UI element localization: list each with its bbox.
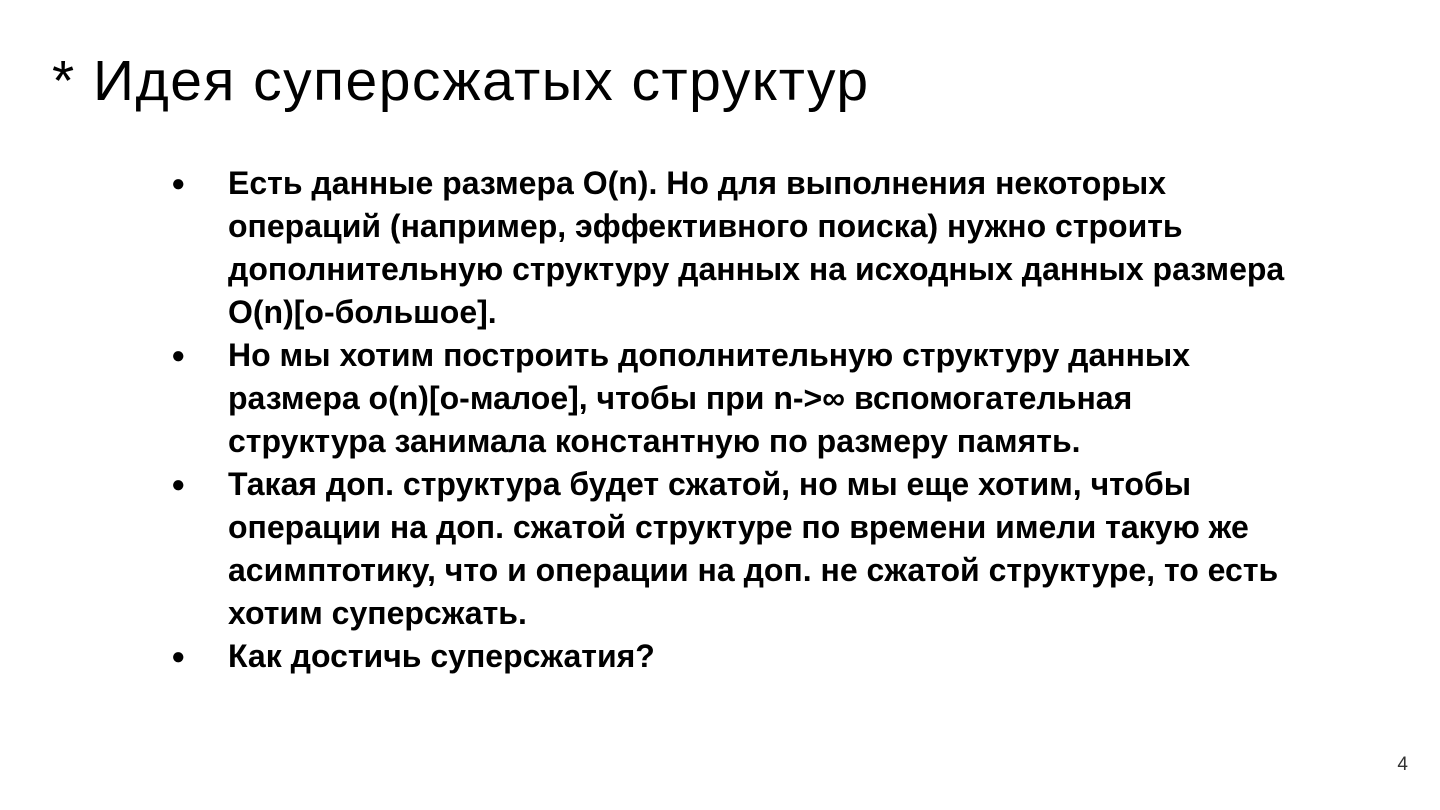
bullet-dot-icon: ● <box>171 643 186 670</box>
slide-title: * Идея суперсжатых структур <box>52 49 870 113</box>
bullet-item <box>171 463 1288 635</box>
bullet-item <box>171 334 1288 463</box>
page-number: 4 <box>1397 754 1408 775</box>
bullet-dot-icon: ● <box>171 342 186 369</box>
bullet-dot-icon: ● <box>171 471 186 498</box>
bullet-text: Как достичь суперсжатия? <box>228 638 655 674</box>
bullet-text: Есть данные размера O(n). Но для выполнения некоторых операций (например, эффективного поиска) нужно строить дополнительную структуру данных на исходных данных размера O(n)[o-большое]. <box>228 165 1285 330</box>
bullet-item <box>171 162 1288 334</box>
bullet-item <box>171 635 1288 678</box>
bullet-list <box>171 162 1288 678</box>
bullet-dot-icon: ● <box>171 170 186 197</box>
bullet-text: Но мы хотим построить дополнительную структуру данных размера o(n)[o-малое], чтобы при n->∞ вспомогательная структура занимала константную по размеру память. <box>228 337 1191 459</box>
bullet-text: Такая доп. структура будет сжатой, но мы еще хотим, чтобы операции на доп. сжатой структуре по времени имели такую же асимптотику, что и операции на доп. не сжатой структуре, то есть хотим суперсжать. <box>228 466 1279 631</box>
